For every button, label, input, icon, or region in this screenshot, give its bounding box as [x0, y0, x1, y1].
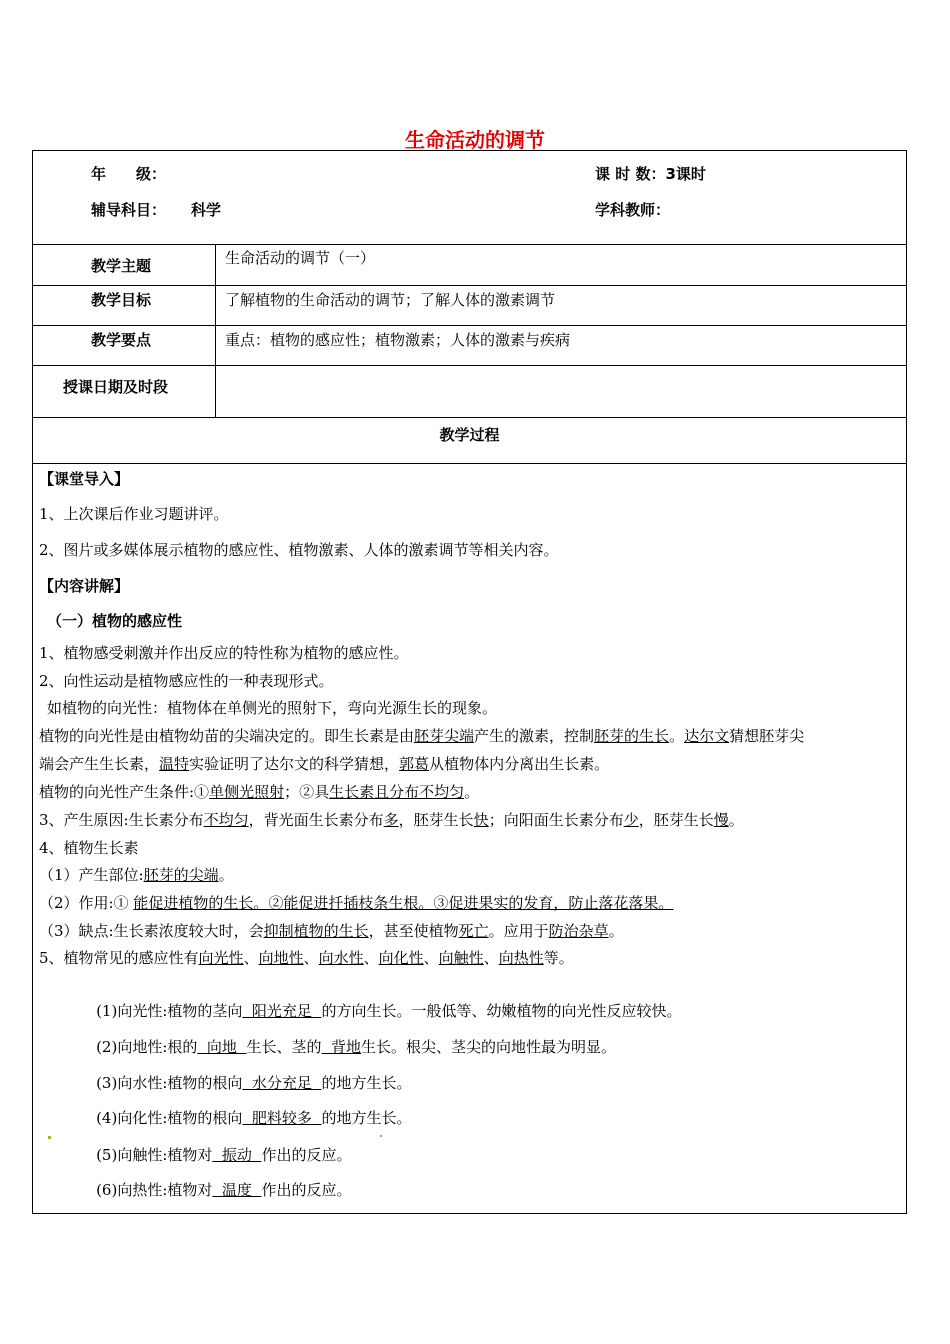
row-divider [33, 244, 906, 245]
row-divider [33, 417, 906, 418]
text: ，胚芽生长 [398, 811, 474, 829]
answer: 向光性 [198, 949, 244, 967]
row-label-theme: 教学主题 [91, 257, 152, 275]
text: 。 [218, 866, 234, 884]
intro-item: 2、图片或多媒体展示植物的感应性、植物激素、人体的激素调节等相关内容。 [39, 541, 559, 559]
paragraph [39, 782, 479, 802]
text: (3)向水性:植物的根向 [96, 1074, 243, 1092]
answer: 温度 [212, 1181, 262, 1199]
answer: 水分充足 [242, 1074, 322, 1092]
text: 。 [464, 783, 480, 801]
text: 、 [423, 949, 439, 967]
answer: 郭葛 [399, 755, 430, 773]
answer: 背地 [321, 1038, 362, 1056]
text: 从植物体内分离出生长素。 [429, 755, 610, 773]
process-header: 教学过程 [439, 426, 500, 444]
text: （1）产生部位: [39, 866, 144, 884]
text: 、 [483, 949, 499, 967]
text: ；向阳面生长素分布 [488, 811, 624, 829]
dot-mark [48, 1136, 51, 1139]
text: 生长。根尖、茎尖的向地性最为明显。 [361, 1038, 617, 1056]
answer: 阳光充足 [242, 1002, 322, 1020]
paragraph [39, 726, 804, 746]
row-label-points: 教学要点 [91, 331, 152, 349]
text: 植物的向光性产生条件:① [39, 783, 210, 801]
answer: 不均匀 [203, 811, 249, 829]
row-value-theme: 生命活动的调节（一） [225, 249, 376, 267]
text: 作出的反应。 [261, 1146, 352, 1164]
answer: 肥料较多 [242, 1109, 322, 1127]
answer: 向化性 [378, 949, 424, 967]
text: (1)向光性:植物的茎向 [96, 1002, 243, 1020]
text: 产生的激素，控制 [474, 727, 595, 745]
paragraph [39, 921, 624, 941]
paragraph: 如植物的向光性：植物体在单侧光的照射下，弯向光源生长的现象。 [47, 699, 498, 717]
text: 。 [728, 811, 744, 829]
text: ，胚芽生长 [638, 811, 714, 829]
row-value-points: 重点：植物的感应性；植物激素；人体的激素与疾病 [225, 331, 571, 349]
row-divider [33, 463, 906, 464]
row-label-goal: 教学目标 [91, 291, 152, 309]
paragraph [39, 810, 744, 830]
text: 。 [669, 727, 685, 745]
paragraph [39, 948, 574, 968]
answer: 胚芽的尖端 [143, 866, 219, 884]
text: 的方向生长。一般低等、幼嫩植物的向光性反应较快。 [321, 1002, 682, 1020]
text: （2）作用:① [39, 894, 134, 912]
answer: 达尔文 [684, 727, 730, 745]
answer: 单侧光照射 [209, 783, 285, 801]
answer: 向地性 [258, 949, 304, 967]
text: (4)向化性:植物的根向 [96, 1109, 243, 1127]
paragraph [39, 893, 673, 913]
answer: 死亡 [458, 922, 489, 940]
text: 的地方生长。 [321, 1109, 412, 1127]
answer: 胚芽的生长 [594, 727, 670, 745]
paragraph [77, 1160, 351, 1220]
answer: 慢 [713, 811, 729, 829]
text: 实验证明了达尔文的科学猜想， [189, 755, 400, 773]
row-divider [33, 365, 906, 366]
row-value-goal: 了解植物的生命活动的调节；了解人体的激素调节 [225, 291, 556, 309]
paragraph: 2、向性运动是植物感应性的一种表现形式。 [39, 672, 334, 690]
text: 、 [363, 949, 379, 967]
row-divider [33, 325, 906, 326]
subsection-heading: （一）植物的感应性 [47, 612, 183, 630]
paragraph [39, 865, 234, 885]
section-intro: 【课堂导入】 [39, 470, 130, 488]
answer: 向地 [197, 1038, 247, 1056]
answer: 能促进植物的生长。②能促进扦插枝条生根。③促进果实的发育，防止落花落果。 [133, 894, 674, 912]
text: (2)向地性:根的 [96, 1038, 198, 1056]
grade-label: 年 级： [91, 165, 167, 183]
answer: 向热性 [498, 949, 544, 967]
page-title: 生命活动的调节 [405, 128, 545, 152]
answer: 少 [623, 811, 639, 829]
answer: 温特 [159, 755, 190, 773]
column-divider [215, 244, 216, 417]
text: 生长、茎的 [246, 1038, 322, 1056]
text: 的地方生长。 [321, 1074, 412, 1092]
answer: 向触性 [438, 949, 484, 967]
answer: 振动 [212, 1146, 262, 1164]
text: 5、植物常见的感应性有 [39, 949, 199, 967]
text: 。 [608, 922, 624, 940]
text: (5)向触性:植物对 [96, 1146, 213, 1164]
text: 猜想胚芽尖 [729, 727, 805, 745]
row-label-date: 授课日期及时段 [63, 378, 169, 396]
row-divider [33, 285, 906, 286]
text: 。应用于 [488, 922, 549, 940]
text: ，背光面生长素分布 [248, 811, 384, 829]
answer: 胚芽尖端 [414, 727, 475, 745]
text: 3、产生原因:生长素分布 [39, 811, 204, 829]
paragraph: 1、植物感受刺激并作出反应的特性称为植物的感应性。 [39, 644, 409, 662]
dot-mark [380, 1135, 382, 1137]
answer: 多 [383, 811, 399, 829]
text: 、 [303, 949, 319, 967]
answer: 向水性 [318, 949, 364, 967]
subject-value: 科学 [191, 201, 222, 219]
lesson-table [32, 150, 907, 1214]
text: 植物的向光性是由植物幼苗的尖端决定的。即生长素是由 [39, 727, 415, 745]
paragraph [39, 754, 609, 774]
text: (6)向热性:植物对 [96, 1181, 213, 1199]
text: 、 [243, 949, 259, 967]
text: 等。 [543, 949, 574, 967]
hours-label: 课 时 数：3课时 [595, 165, 706, 183]
answer: 防治杂草 [548, 922, 609, 940]
teacher-label: 学科教师： [595, 201, 671, 219]
subject-label: 辅导科目： [91, 201, 167, 219]
section-content: 【内容讲解】 [39, 577, 130, 595]
answer: 生长素且分布不均匀 [329, 783, 465, 801]
paragraph: 4、植物生长素 [39, 839, 139, 857]
intro-item: 1、上次课后作业习题讲评。 [39, 505, 229, 523]
text: 作出的反应。 [261, 1181, 352, 1199]
text: ；②具 [284, 783, 330, 801]
answer: 抑制植物的生长 [263, 922, 369, 940]
answer: 快 [473, 811, 489, 829]
text: （3）缺点:生长素浓度较大时，会 [39, 922, 264, 940]
text: 端会产生生长素， [39, 755, 160, 773]
text: ，甚至使植物 [368, 922, 459, 940]
